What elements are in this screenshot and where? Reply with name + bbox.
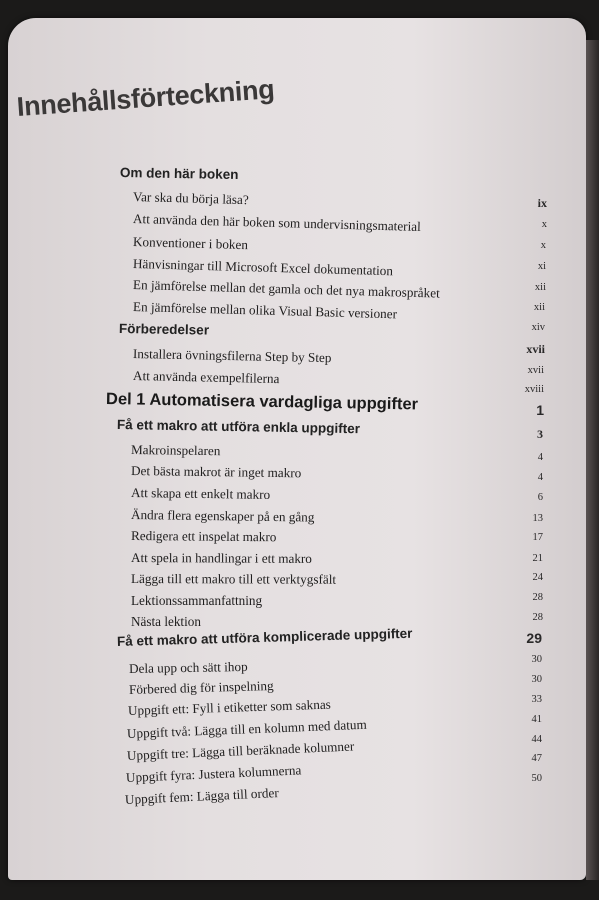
toc-entry: Uppgift fyra: Justera kolumnerna bbox=[125, 762, 302, 785]
page-number: xi bbox=[537, 261, 546, 272]
toc-entry: Nästa lektion bbox=[131, 614, 201, 629]
toc-entry: Lektionssammanfattning bbox=[131, 593, 263, 608]
toc-entry: Att använda exempelfilerna bbox=[132, 368, 280, 387]
toc-entry: Var ska du börja läsa? bbox=[132, 189, 249, 208]
page-number: x bbox=[541, 219, 547, 230]
page-number: 1 bbox=[536, 402, 544, 418]
toc-entry: Uppgift tre: Lägga till beräknade kolumner bbox=[126, 738, 355, 763]
page-number: xviii bbox=[524, 384, 544, 395]
page-number: 50 bbox=[531, 773, 542, 784]
toc-entry: Uppgift ett: Fyll i etiketter som saknas bbox=[127, 696, 332, 718]
page-number: 30 bbox=[531, 674, 542, 685]
toc-entry: Lägga till ett makro till ett verktygsfält bbox=[130, 571, 337, 587]
toc-entry: Uppgift två: Lägga till en kolumn med datum bbox=[126, 716, 367, 741]
page-number: 28 bbox=[532, 612, 543, 623]
toc-entry: Att använda den här boken som undervisningsmaterial bbox=[132, 211, 421, 235]
toc-entry: En jämförelse mellan det gamla och det nya makrospråket bbox=[132, 277, 440, 301]
toc-entry: Uppgift fem: Lägga till order bbox=[124, 785, 279, 807]
toc-entry: Att spela in handlingar i ett makro bbox=[130, 550, 312, 566]
toc-chapter-heading: Få ett makro att utföra enkla uppgifter bbox=[116, 417, 361, 437]
page-number: 29 bbox=[526, 630, 542, 646]
toc-part-heading: Del 1 Automatisera vardagliga uppgifter bbox=[105, 390, 419, 414]
toc-chapter-heading: Om den här boken bbox=[119, 165, 239, 183]
toc-entry: Det bästa makrot är inget makro bbox=[130, 463, 302, 481]
page-number: 33 bbox=[531, 694, 542, 705]
page-number: 3 bbox=[537, 427, 543, 441]
page-number: 6 bbox=[537, 492, 543, 503]
book-spine bbox=[586, 40, 599, 880]
page-number: 17 bbox=[532, 532, 543, 543]
toc-entry: Dela upp och sätt ihop bbox=[128, 658, 248, 676]
page-number: 4 bbox=[537, 452, 543, 463]
toc-entry: Redigera ett inspelat makro bbox=[130, 528, 277, 545]
toc-entry: Makroinspelaren bbox=[130, 442, 221, 459]
toc-entry: En jämförelse mellan olika Visual Basic versioner bbox=[132, 299, 398, 322]
toc-entry: Förbered dig för inspelning bbox=[128, 677, 274, 697]
toc-entry: Hänvisningar till Microsoft Excel dokumentation bbox=[132, 256, 394, 279]
page-number: ix bbox=[537, 196, 547, 210]
page-number: 44 bbox=[531, 734, 542, 745]
toc-entry: Att skapa ett enkelt makro bbox=[130, 485, 271, 502]
toc-entry: Ändra flera egenskaper på en gång bbox=[130, 507, 315, 525]
page-number: xii bbox=[533, 302, 545, 313]
toc-entry: Konventioner i boken bbox=[132, 234, 249, 253]
page-number: 21 bbox=[532, 553, 543, 564]
page-number: xvii bbox=[527, 365, 544, 376]
toc-chapter-heading: Få ett makro att utföra komplicerade uppgifter bbox=[116, 625, 413, 649]
page-number: 47 bbox=[531, 753, 542, 764]
toc-entry: Installera övningsfilerna Step by Step bbox=[132, 346, 332, 366]
toc-chapter-heading: Förberedelser bbox=[118, 321, 210, 338]
page-number: 4 bbox=[537, 472, 543, 483]
page-number: 28 bbox=[532, 592, 543, 603]
page-number: 24 bbox=[532, 572, 543, 583]
page-number: xiv bbox=[531, 322, 545, 333]
page-number: xii bbox=[534, 282, 546, 293]
page-number: xvii bbox=[526, 342, 545, 356]
page-number: 30 bbox=[531, 654, 542, 665]
page-number: x bbox=[540, 240, 546, 251]
page-title: Innehållsförteckning bbox=[15, 74, 276, 123]
page-number: 41 bbox=[531, 714, 542, 725]
page-number: 13 bbox=[532, 513, 543, 524]
